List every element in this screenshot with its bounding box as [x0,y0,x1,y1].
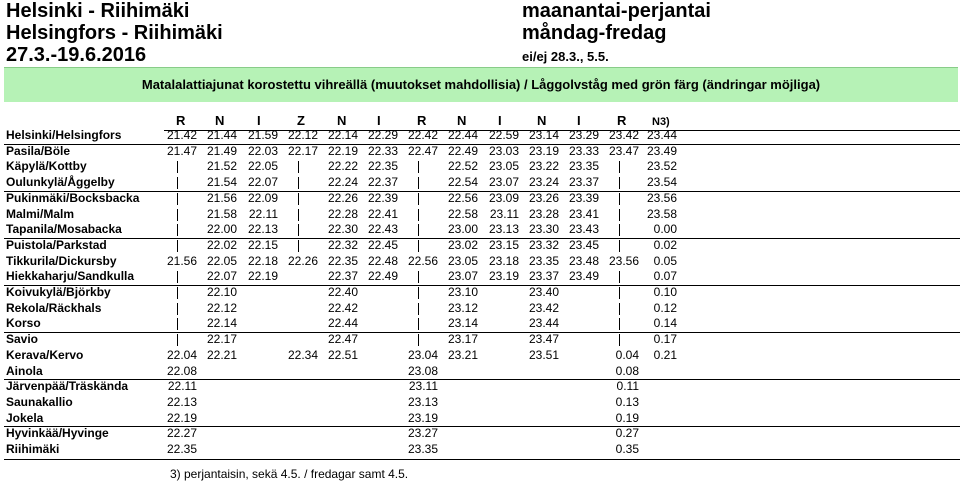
departure-time: 21.49 [206,143,237,158]
departure-time: 22.19 [166,410,197,425]
departure-time: 23.44 [528,316,559,331]
departure-time: 23.02 [447,237,478,252]
departure-time: 22.58 [447,206,478,221]
table-row [0,269,960,284]
departure-time: 22.35 [367,159,398,174]
departure-time: 23.42 [608,128,639,142]
departure-time: 0.12 [653,300,677,315]
station-name: Malmi/Malm [6,206,75,221]
departure-time: 22.42 [407,128,438,142]
departure-time: 22.37 [367,175,398,190]
table-row [0,332,960,347]
table-row [0,426,960,441]
departure-time: 23.43 [568,222,599,237]
departure-time: 22.08 [166,363,197,378]
departure-time: 23.54 [646,175,677,190]
departure-time: 23.19 [528,143,559,158]
passes-without-stop-mark [298,193,299,205]
passes-without-stop-mark [418,209,419,221]
departure-time: 23.42 [528,300,559,315]
departure-time: 23.24 [528,175,559,190]
table-row [0,364,960,379]
departure-time: 23.37 [568,175,599,190]
departure-time: 23.13 [407,394,438,409]
column-header: I [577,113,581,128]
passes-without-stop-mark [418,224,419,236]
passes-without-stop-mark [418,303,419,315]
departure-time: 23.56 [646,190,677,205]
departure-time: 0.17 [653,332,677,347]
passes-without-stop-mark [418,193,419,205]
column-header: R [176,113,186,128]
table-row [0,285,960,300]
table-row [0,144,960,159]
station-name: Tapanila/Mosabacka [6,222,122,237]
departure-time: 23.08 [407,363,438,378]
passes-without-stop-mark [177,177,178,189]
passes-without-stop-mark [418,271,419,283]
departure-time: 23.11 [408,379,438,394]
departure-time: 22.41 [367,206,398,221]
departure-time: 22.13 [247,222,278,237]
column-header: R [417,113,427,128]
departure-time: 22.59 [488,128,519,142]
station-name: Tikkurila/Dickursby [6,253,117,268]
departure-time: 23.14 [447,316,478,331]
departure-time: 22.05 [206,253,237,268]
row-divider [4,191,960,192]
passes-without-stop-mark [619,240,620,252]
departure-time: 23.51 [528,347,559,362]
departure-time: 22.04 [166,347,197,362]
departure-time: 22.43 [367,222,398,237]
table-row [0,191,960,206]
departure-time: 22.34 [287,347,318,362]
departure-time: 23.49 [646,143,677,158]
departure-time: 0.19 [615,410,639,425]
departure-time: 22.07 [206,269,237,284]
departure-time: 23.19 [488,269,519,284]
departure-time: 23.28 [528,206,559,221]
station-name: Riihimäki [6,442,60,456]
passes-without-stop-mark [177,287,178,299]
days-fi: maanantai-perjantai [522,0,711,22]
departure-time: 23.35 [568,159,599,174]
passes-without-stop-mark [619,318,620,330]
departure-time: 22.37 [327,269,358,284]
departure-time: 22.44 [327,316,358,331]
passes-without-stop-mark [298,209,299,221]
departure-time: 0.07 [653,269,677,284]
departure-time: 21.56 [166,253,197,268]
departure-time: 0.00 [653,222,677,237]
departure-time: 23.29 [568,128,599,142]
departure-time: 23.45 [568,237,599,252]
departure-time: 23.30 [528,222,559,237]
departure-time: 23.21 [447,347,478,362]
passes-without-stop-mark [619,303,620,315]
passes-without-stop-mark [177,193,178,205]
departure-time: 0.04 [615,347,639,362]
table-row [0,348,960,363]
departure-time: 23.44 [646,128,677,142]
departure-time: 22.27 [166,426,197,441]
departure-time: 23.26 [528,190,559,205]
departure-time: 22.21 [206,347,237,362]
departure-time: 23.10 [447,285,478,299]
column-header: I [498,113,502,128]
departure-time: 22.32 [327,237,358,252]
departure-time: 23.03 [488,143,519,158]
departure-time: 22.47 [407,143,438,158]
departure-time: 22.17 [206,332,237,347]
departure-time: 23.37 [528,269,559,284]
departure-time: 23.35 [407,442,438,456]
station-name: Jokela [6,410,44,425]
departure-time: 22.03 [247,143,278,158]
departure-time: 22.49 [367,269,398,284]
departure-time: 22.11 [167,379,197,394]
passes-without-stop-mark [418,318,419,330]
departure-time: 22.30 [327,222,358,237]
station-name: Pasila/Böle [6,143,71,158]
column-header: I [377,113,381,128]
departure-time: 23.32 [528,237,559,252]
station-name: Käpylä/Kottby [6,159,87,174]
departure-time: 22.26 [287,253,318,268]
departure-time: 23.19 [407,410,438,425]
departure-time: 22.47 [327,332,358,347]
departure-time: 23.22 [528,159,559,174]
departure-time: 23.07 [447,269,478,284]
departure-time: 22.12 [287,128,318,142]
departure-time: 22.05 [247,159,278,174]
table-row [0,128,960,143]
departure-time: 0.10 [653,285,677,299]
table-row [0,395,960,410]
departure-time: 22.49 [447,143,478,158]
row-divider [4,144,960,145]
departure-time: 22.24 [327,175,358,190]
departure-time: 22.18 [247,253,278,268]
passes-without-stop-mark [619,224,620,236]
station-name: Savio [6,332,39,347]
departure-time: 22.29 [367,128,398,142]
passes-without-stop-mark [619,193,620,205]
departure-time: 23.07 [488,175,519,190]
departure-time: 0.11 [616,379,639,394]
departure-time: 23.15 [488,237,519,252]
departure-time: 23.12 [447,300,478,315]
column-header: N3) [652,116,670,128]
table-row [0,175,960,190]
departure-time: 23.18 [488,253,519,268]
passes-without-stop-mark [177,318,178,330]
validity-period: 27.3.-19.6.2016 [6,44,147,66]
departure-time: 23.05 [488,159,519,174]
departure-time: 22.14 [327,128,358,142]
departure-time: 23.11 [489,206,519,221]
station-name: Hiekkaharju/Sandkulla [6,269,135,284]
passes-without-stop-mark [418,161,419,173]
bottom-rule [4,459,960,460]
row-divider [4,379,960,380]
passes-without-stop-mark [418,177,419,189]
departure-time: 23.47 [528,332,559,347]
station-name: Ainola [6,363,43,378]
table-row [0,207,960,222]
column-header: N [537,113,547,128]
departure-time: 22.19 [247,269,278,284]
departure-time: 22.13 [166,394,197,409]
passes-without-stop-mark [177,240,178,252]
departure-time: 22.10 [206,285,237,299]
table-row [0,442,960,457]
table-row [0,301,960,316]
passes-without-stop-mark [177,271,178,283]
station-name: Rekola/Räckhals [6,300,102,315]
passes-without-stop-mark [177,334,178,346]
title-line2: Helsingfors - Riihimäki [6,22,223,44]
departure-time: 22.28 [327,206,358,221]
departure-time: 21.47 [166,143,197,158]
departure-time: 0.35 [615,442,639,456]
departure-time: 22.11 [248,206,278,221]
departure-time: 0.05 [653,253,677,268]
column-header: N [457,113,467,128]
departure-time: 23.40 [528,285,559,299]
departure-time: 22.00 [206,222,237,237]
departure-time: 23.47 [608,143,639,158]
station-name: Kerava/Kervo [6,347,84,362]
departure-time: 23.27 [407,426,438,441]
departure-time: 22.44 [447,128,478,142]
departure-time: 22.35 [327,253,358,268]
table-row [0,316,960,331]
passes-without-stop-mark [418,334,419,346]
passes-without-stop-mark [619,161,620,173]
departure-time: 22.56 [447,190,478,205]
departure-time: 0.08 [615,363,639,378]
departure-time: 22.40 [327,285,358,299]
departure-time: 22.26 [327,190,358,205]
departure-time: 23.05 [447,253,478,268]
station-name: Koivukylä/Björkby [6,285,111,299]
station-name: Saunakallio [6,394,73,409]
departure-time: 0.13 [615,394,639,409]
departure-time: 22.17 [287,143,318,158]
departure-time: 22.54 [447,175,478,190]
departure-time: 23.00 [447,222,478,237]
passes-without-stop-mark [177,303,178,315]
passes-without-stop-mark [619,287,620,299]
departure-time: 23.58 [646,206,677,221]
departure-time: 0.02 [653,237,677,252]
exception-dates: ei/ej 28.3., 5.5. [522,49,609,64]
departure-time: 0.21 [653,347,677,362]
departure-time: 23.56 [608,253,639,268]
departure-time: 23.48 [568,253,599,268]
departure-time: 23.41 [568,206,599,221]
departure-time: 22.35 [166,442,197,456]
days-sv: måndag-fredag [522,22,667,44]
departure-time: 22.48 [367,253,398,268]
passes-without-stop-mark [298,224,299,236]
departure-time: 22.51 [327,347,358,362]
departure-time: 21.44 [206,128,237,142]
column-header: N [337,113,347,128]
station-name: Puistola/Parkstad [6,237,107,252]
passes-without-stop-mark [298,240,299,252]
departure-time: 23.35 [528,253,559,268]
departure-time: 23.13 [488,222,519,237]
departure-time: 22.33 [367,143,398,158]
passes-without-stop-mark [177,224,178,236]
footnote: 3) perjantaisin, sekä 4.5. / fredagar samt 4.5. [170,467,409,481]
departure-time: 22.22 [327,159,358,174]
station-name: Hyvinkää/Hyvinge [6,426,109,441]
departure-time: 22.52 [447,159,478,174]
row-divider [4,285,960,286]
departure-time: 23.04 [407,347,438,362]
departure-time: 23.33 [568,143,599,158]
departure-time: 23.09 [488,190,519,205]
departure-time: 22.42 [327,300,358,315]
station-name: Korso [6,316,41,331]
passes-without-stop-mark [177,161,178,173]
departure-time: 21.59 [247,128,278,142]
departure-time: 22.12 [206,300,237,315]
departure-time: 23.52 [646,159,677,174]
table-row [0,411,960,426]
column-header: Z [297,113,305,128]
passes-without-stop-mark [619,334,620,346]
low-floor-banner [4,67,958,102]
column-header: I [257,113,261,128]
passes-without-stop-mark [619,271,620,283]
table-row [0,254,960,269]
station-name: Oulunkylä/Åggelby [6,175,115,190]
departure-time: 23.17 [447,332,478,347]
departure-time: 22.15 [247,237,278,252]
departure-time: 21.54 [206,175,237,190]
departure-time: 21.58 [206,206,237,221]
passes-without-stop-mark [619,177,620,189]
departure-time: 22.39 [367,190,398,205]
table-row [0,238,960,253]
passes-without-stop-mark [298,177,299,189]
station-name: Pukinmäki/Bocksbacka [6,190,140,205]
departure-time: 0.27 [615,426,639,441]
column-header: N [215,113,225,128]
column-header: R [617,113,627,128]
departure-time: 22.09 [247,190,278,205]
departure-time: 23.39 [568,190,599,205]
departure-time: 22.56 [407,253,438,268]
station-name: Järvenpää/Träskända [6,379,129,394]
banner-text: Matalalattiajunat korostettu vihreällä (muutokset mahdollisia) / Låggolvståg med grön färg (ändringar möjliga) [141,77,821,92]
departure-time: 22.07 [247,175,278,190]
departure-time: 23.14 [528,128,559,142]
departure-time: 22.02 [206,237,237,252]
station-name: Helsinki/Helsingfors [6,128,122,142]
passes-without-stop-mark [418,240,419,252]
row-divider [4,332,960,333]
departure-time: 21.42 [166,128,197,142]
departure-time: 0.14 [653,316,677,331]
passes-without-stop-mark [177,209,178,221]
departure-time: 22.14 [206,316,237,331]
departure-time: 22.45 [367,237,398,252]
departure-time: 21.56 [206,190,237,205]
table-row [0,159,960,174]
departure-time: 23.49 [568,269,599,284]
row-divider [4,426,960,427]
departure-time: 22.19 [327,143,358,158]
departure-time: 21.52 [206,159,237,174]
row-divider [4,238,960,239]
table-row [0,379,960,394]
table-row [0,222,960,237]
title-line1: Helsinki - Riihimäki [6,0,190,22]
passes-without-stop-mark [298,161,299,173]
passes-without-stop-mark [418,287,419,299]
passes-without-stop-mark [619,209,620,221]
